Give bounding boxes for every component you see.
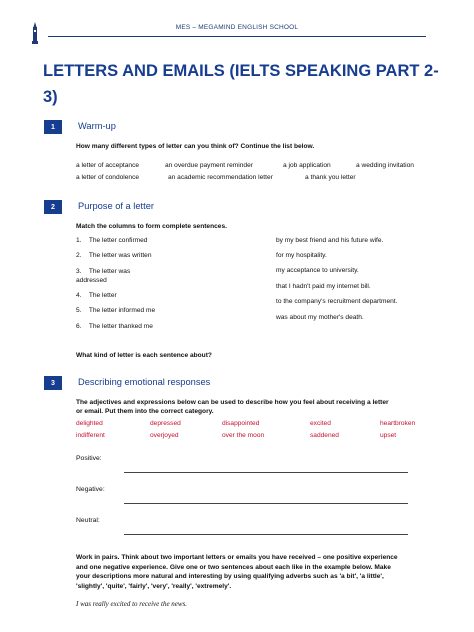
positive-answer-line[interactable] xyxy=(124,472,408,473)
match-left-5: 5. The letter informed me xyxy=(76,307,156,314)
letter-type-6: an academic recommendation letter xyxy=(168,174,273,181)
section-2-instruction: Match the columns to form complete sentences. xyxy=(76,223,227,230)
match-left-4: 4. The letter xyxy=(76,292,117,299)
section-2-number: 2 xyxy=(44,200,62,214)
word-indifferent: indifferent xyxy=(76,432,105,439)
word-disappointed: disappointed xyxy=(222,420,260,427)
match-right-3: my acceptance to university. xyxy=(276,267,359,274)
match-right-1: by my best friend and his future wife. xyxy=(276,237,384,244)
category-negative-label: Negative: xyxy=(76,486,105,493)
section-1-heading: Warm-up xyxy=(78,121,116,131)
word-upset: upset xyxy=(380,432,397,439)
category-neutral-label: Neutral: xyxy=(76,517,100,524)
section-2-question: What kind of letter is each sentence about? xyxy=(76,352,212,359)
section-3-number: 3 xyxy=(44,376,62,390)
example-sentence: I was really excited to receive the news. xyxy=(76,600,188,608)
word-overjoyed: overjoyed xyxy=(150,432,179,439)
match-left-2: 2. The letter was written xyxy=(76,252,152,259)
word-delighted: delighted xyxy=(76,420,103,427)
section-3-instruction: The adjectives and expressions below can be used to describe how you feel about receiving a letter or email. Put them into the correct category. xyxy=(76,399,389,415)
word-depressed: depressed xyxy=(150,420,181,427)
match-left-6: 6. The letter thanked me xyxy=(76,323,153,330)
title-line-1: LETTERS AND EMAILS (IELTS SPEAKING PART 2- xyxy=(43,62,439,80)
letter-type-5: a letter of condolence xyxy=(76,174,140,181)
match-right-4: that I hadn't paid my internet bill. xyxy=(276,283,371,290)
section-1-number: 1 xyxy=(44,120,62,134)
school-name: MES – MEGAMIND ENGLISH SCHOOL xyxy=(175,24,299,31)
word-heartbroken: heartbroken xyxy=(380,420,416,427)
match-left-3: 3. The letter was addressed xyxy=(76,268,131,284)
match-right-5: to the company's recruitment department. xyxy=(276,298,398,305)
pair-work-instruction: Work in pairs. Think about two important letters or emails you have received – one positive experience and one negative experience. Give one or two sentences about each like in the example below. Make your descriptions more natural and interesting by using qualifying adverbs such as 'a bit', 'a little', 'slightly', 'quite', 'fairly', 'very', 'really', 'extremely'. xyxy=(76,554,398,590)
neutral-answer-line[interactable] xyxy=(124,534,408,535)
section-3-heading: Describing emotional responses xyxy=(78,377,211,387)
match-right-6: was about my mother's death. xyxy=(276,314,364,321)
letter-type-2: an overdue payment reminder xyxy=(165,162,253,169)
negative-answer-line[interactable] xyxy=(124,503,408,504)
section-2-heading: Purpose of a letter xyxy=(78,201,154,211)
word-over-the-moon: over the moon xyxy=(222,432,265,439)
letter-type-7: a thank you letter xyxy=(305,174,356,181)
letter-type-1: a letter of acceptance xyxy=(76,162,140,169)
page-title xyxy=(43,58,443,110)
header-divider xyxy=(48,36,426,37)
letter-type-3: a job application xyxy=(283,162,331,169)
match-right-2: for my hospitality. xyxy=(276,252,327,259)
section-1-instruction: How many different types of letter can you think of? Continue the list below. xyxy=(76,143,315,150)
category-positive-label: Positive: xyxy=(76,455,102,462)
word-saddened: saddened xyxy=(310,432,339,439)
title-line-2: 3) xyxy=(43,88,58,106)
match-left-1: 1. The letter confirmed xyxy=(76,237,148,244)
word-excited: excited xyxy=(310,420,331,427)
letter-type-4: a wedding invitation xyxy=(356,162,414,169)
